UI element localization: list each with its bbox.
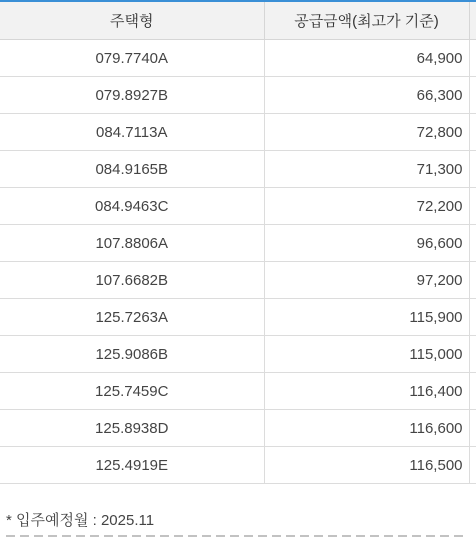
edge-cell: [469, 262, 476, 299]
table-row: [0, 447, 476, 484]
supply-amount-cell: 97,200: [264, 262, 469, 299]
table-row: [0, 40, 476, 77]
housing-type-cell: 107.8806A: [0, 225, 264, 262]
housing-type-cell: 079.7740A: [0, 40, 264, 77]
supply-amount-cell: 116,500: [264, 447, 469, 484]
edge-cell: [469, 410, 476, 447]
housing-type-cell: 084.7113A: [0, 114, 264, 151]
housing-type-cell: 125.8938D: [0, 410, 264, 447]
supply-amount-cell: 72,800: [264, 114, 469, 151]
header-supply-amount: 공급금액(최고가 기준): [264, 1, 469, 40]
supply-amount-cell: 71,300: [264, 151, 469, 188]
edge-cell: [469, 114, 476, 151]
housing-type-cell: 125.7459C: [0, 373, 264, 410]
table-row: [0, 77, 476, 114]
supply-amount-cell: 116,400: [264, 373, 469, 410]
table-row: [0, 262, 476, 299]
supply-amount-cell: 115,000: [264, 336, 469, 373]
supply-amount-cell: 66,300: [264, 77, 469, 114]
housing-type-cell: 084.9463C: [0, 188, 264, 225]
edge-cell: [469, 151, 476, 188]
table-row: [0, 373, 476, 410]
table-row: [0, 336, 476, 373]
edge-cell: [469, 40, 476, 77]
supply-amount-cell: 115,900: [264, 299, 469, 336]
table-row: [0, 299, 476, 336]
edge-cell: [469, 188, 476, 225]
edge-cell: [469, 447, 476, 484]
supply-amount-cell: 116,600: [264, 410, 469, 447]
table-row: [0, 151, 476, 188]
edge-cell: [469, 373, 476, 410]
edge-cell: [469, 299, 476, 336]
header-edge-cell: [469, 1, 476, 40]
edge-cell: [469, 336, 476, 373]
table-row: [0, 410, 476, 447]
table-header-row: [0, 1, 476, 40]
clipped-text-line: [6, 532, 466, 537]
table-row: [0, 225, 476, 262]
supply-amount-cell: 64,900: [264, 40, 469, 77]
housing-type-cell: 125.4919E: [0, 447, 264, 484]
supply-amount-cell: 72,200: [264, 188, 469, 225]
table-row: [0, 188, 476, 225]
move-in-date-footnote: * 입주예정월 : 2025.11: [6, 512, 155, 529]
edge-cell: [469, 77, 476, 114]
edge-cell: [469, 225, 476, 262]
housing-type-cell: 084.9165B: [0, 151, 264, 188]
housing-type-cell: 125.9086B: [0, 336, 264, 373]
housing-type-cell: 125.7263A: [0, 299, 264, 336]
header-housing-type: 주택형: [0, 1, 264, 40]
supply-amount-cell: 96,600: [264, 225, 469, 262]
housing-type-cell: 079.8927B: [0, 77, 264, 114]
table-row: [0, 114, 476, 151]
housing-type-cell: 107.6682B: [0, 262, 264, 299]
